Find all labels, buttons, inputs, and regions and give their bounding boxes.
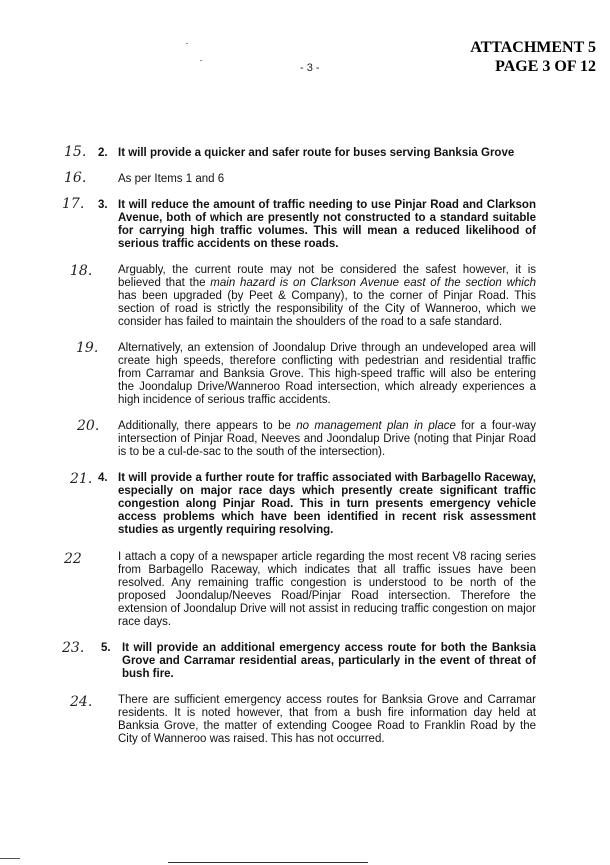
scan-speck <box>186 43 188 44</box>
paragraph-16: As per Items 1 and 6 <box>118 173 225 185</box>
margin-number-24: 24. <box>70 694 93 710</box>
margin-number-19: 19. <box>76 340 99 356</box>
margin-number-18: 18. <box>70 263 93 279</box>
paragraph-18 <box>118 264 536 329</box>
paragraph-20 <box>118 420 536 459</box>
item-number: 2. <box>98 147 108 159</box>
item-text: It will provide an additional emergency access route for both the Banksia Grove and Carramar residential areas, particularly in the event of threat of bush fire. <box>122 642 536 680</box>
margin-number-21: 21. <box>70 471 93 487</box>
margin-number-15: 15. <box>64 144 87 160</box>
item-text: It will provide a further route for traffic associated with Barbagello Raceway, especially on major race days which presently create significant traffic congestion along Pinjar Road. This in turn presents emergency vehicle access problems which have been identified in recent risk assessment studies as urgently requiring resolving. <box>118 472 536 536</box>
attachment-header <box>470 38 596 76</box>
attachment-label: ATTACHMENT 5 <box>470 39 596 56</box>
item-text: It will reduce the amount of traffic needing to use Pinjar Road and Clarkson Avenue, both of which are presently not constructed to a standard suitable for carrying high traffic volumes. This will mean a reduced likelihood of serious traffic accidents on these roads. <box>118 199 536 250</box>
bottom-rule <box>168 862 368 863</box>
paragraph-19: Alternatively, an extension of Joondalup Drive through an undeveloped area will create high speeds, therefore conflicting with pedestrian and residential traffic from Carramar and Banksia Grove. This high-speed traffic will also be entering the Joondalup Drive/Wanneroo Road intersection, which already experiences a high incidence of serious traffic accidents. <box>118 342 536 406</box>
item-number: 5. <box>101 642 111 654</box>
margin-number-23: 23. <box>62 640 85 656</box>
paragraph-18-text-cont: has been upgraded (by Peet & Company), to the corner of Pinjar Road. This section of road is strictly the responsibility of the City of Wanneroo, which we consider has failed to maintain the shoulders of the road to a safe standard. <box>118 290 536 328</box>
scan-mark <box>0 858 20 859</box>
item-number: 3. <box>98 199 108 211</box>
margin-number-22: 22 <box>64 551 82 567</box>
paragraph-20-text-cont: for a four-way intersection of Pinjar Road, Neeves and Joondalup Drive (noting that Pinjar Road is to be a cul-de-sac to the south of the intersection). <box>118 420 536 458</box>
paragraph-20-emphasis: no management plan in place <box>296 420 456 432</box>
paragraph-22: I attach a copy of a newspaper article regarding the most recent V8 racing series from Barbagello Raceway, which indicates that all traffic issues have been resolved. Any remaining traffic congestion is understood to be north of the proposed Joondalup/Neeves Road/Pinjar Road intersection. Therefore the extension of Joondalup Drive will not assist in reducing traffic congestion on major race days. <box>118 551 536 628</box>
margin-number-16: 16. <box>64 170 87 186</box>
page-of-label: PAGE 3 OF 12 <box>495 58 596 75</box>
scan-speck <box>200 60 202 61</box>
margin-number-17: 17. <box>62 196 85 212</box>
page-number: - 3 - <box>300 62 320 74</box>
paragraph-18-emphasis: main hazard is on Clarkson Avenue east of the section which <box>210 277 536 289</box>
paragraph-20-text: Additionally, there appears to be <box>118 420 297 432</box>
item-text: It will provide a quicker and safer route for buses serving Banksia Grove <box>118 147 515 159</box>
item-number: 4. <box>98 472 108 484</box>
paragraph-18-text: Arguably, the current route may not be considered the safest however, it is believed that the <box>118 264 536 289</box>
paragraph-24: There are sufficient emergency access routes for Banksia Grove and Carramar residents. It is noted however, that from a bush fire information day held at Banksia Grove, the matter of extending Coogee Road to Franklin Road by the City of Wanneroo was raised. This has not occurred. <box>118 694 536 745</box>
margin-number-20: 20. <box>77 418 100 434</box>
